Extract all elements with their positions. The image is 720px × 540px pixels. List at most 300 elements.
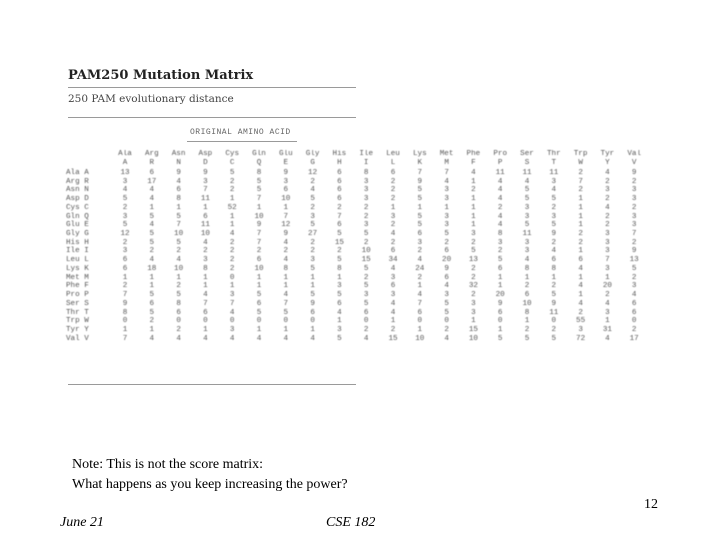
matrix-cell: 2 — [631, 238, 637, 247]
column-header-name: Leu — [386, 150, 400, 158]
matrix-cell: 24 — [415, 264, 425, 273]
matrix-cell: 5 — [337, 256, 342, 265]
matrix-cell: 2 — [578, 169, 583, 177]
matrix-cell: 6 — [497, 264, 503, 273]
matrix-cell: 7 — [578, 177, 583, 186]
column-header-name: Phe — [466, 150, 481, 158]
matrix-cell: 6 — [310, 308, 315, 317]
matrix-cell: 5 — [444, 308, 449, 317]
matrix-cell: 1 — [203, 273, 208, 282]
matrix-cell: 5 — [444, 230, 449, 239]
matrix-cell: 11 — [549, 308, 559, 317]
matrix-cell: 2 — [176, 247, 181, 256]
matrix-cell: 8 — [283, 264, 289, 273]
matrix-cell: 2 — [310, 247, 315, 256]
matrix-cell: 3 — [631, 282, 637, 291]
matrix-cell: 1 — [203, 282, 208, 291]
column-header-ser — [514, 150, 540, 167]
matrix-cell: 6 — [283, 186, 289, 195]
matrix-cell: 1 — [497, 273, 503, 282]
matrix-cell: 7 — [605, 256, 610, 265]
matrix-cell: 6 — [203, 308, 208, 317]
matrix-cell: 1 — [471, 317, 476, 326]
column-header-code: G — [310, 158, 315, 167]
matrix-row — [66, 309, 668, 318]
matrix-cell: 2 — [363, 325, 369, 334]
row-label: Leu L — [66, 256, 89, 265]
matrix-cell: 12 — [120, 230, 130, 239]
matrix-cell: 4 — [417, 291, 423, 300]
matrix-cell: 2 — [605, 291, 610, 300]
matrix-cell: 3 — [337, 325, 342, 334]
matrix-cell: 9 — [176, 169, 181, 177]
matrix-cell: 5 — [229, 169, 235, 177]
row-label: His H — [66, 238, 89, 247]
matrix-cell: 4 — [122, 186, 128, 195]
matrix-cell: 3 — [497, 238, 503, 247]
matrix-cell: 2 — [631, 203, 637, 212]
matrix-cell: 4 — [203, 334, 208, 343]
matrix-cell: 15 — [334, 238, 344, 247]
column-header-lys — [407, 150, 433, 167]
matrix-cell: 2 — [551, 238, 557, 247]
matrix-row — [66, 300, 668, 309]
matrix-cell: 4 — [524, 256, 530, 265]
column-header-code: H — [337, 158, 342, 167]
matrix-cell: 2 — [390, 186, 396, 195]
matrix-cell: 10 — [200, 230, 210, 239]
matrix-cell: 2 — [417, 247, 423, 256]
matrix-cell: 3 — [471, 308, 476, 317]
matrix-cell: 2 — [337, 203, 342, 212]
matrix-cell: 5 — [363, 230, 369, 239]
column-header-asn — [166, 150, 192, 167]
matrix-cell: 2 — [605, 212, 610, 221]
column-header-code: N — [176, 158, 181, 167]
row-label: Trp W — [66, 317, 89, 326]
matrix-cell: 2 — [176, 282, 181, 291]
matrix-cell: 7 — [631, 230, 637, 239]
matrix-cell: 3 — [363, 291, 369, 300]
matrix-cell: 7 — [444, 169, 449, 177]
matrix-cell: 3 — [444, 291, 449, 300]
matrix-cell: 1 — [122, 325, 128, 334]
matrix-cell: 6 — [444, 247, 449, 256]
column-header-code: E — [283, 158, 289, 167]
matrix-cell: 2 — [471, 273, 476, 282]
subtitle-divider — [68, 117, 356, 118]
column-header-tyr — [594, 150, 620, 167]
matrix-cell: 20 — [495, 291, 505, 300]
matrix-cell: 4 — [283, 334, 289, 343]
matrix-cell: 2 — [390, 238, 396, 247]
matrix-cell: 4 — [444, 334, 449, 343]
column-header-name: Ser — [520, 150, 534, 158]
matrix-cell: 1 — [497, 325, 503, 334]
matrix-cell: 3 — [337, 282, 342, 291]
column-header-name: Asn — [171, 150, 186, 158]
matrix-cell: 15 — [468, 325, 478, 334]
row-label: Arg R — [66, 177, 89, 186]
matrix-cell: 9 — [283, 230, 289, 239]
matrix-cell: 2 — [631, 325, 637, 334]
matrix-cell: 15 — [361, 256, 371, 265]
matrix-cell: 7 — [122, 291, 128, 300]
matrix-row — [66, 282, 668, 291]
matrix-cell: 3 — [524, 212, 530, 221]
matrix-cell: 1 — [390, 203, 396, 212]
matrix-cell: 9 — [310, 299, 315, 308]
matrix-cell: 1 — [229, 212, 235, 221]
matrix-cell: 5 — [417, 186, 423, 195]
matrix-cell: 2 — [229, 247, 235, 256]
column-header-arg — [139, 150, 165, 167]
matrix-cell: 1 — [283, 325, 289, 334]
column-header-code: F — [471, 158, 476, 167]
matrix-cell: 2 — [444, 325, 449, 334]
matrix-cell: 2 — [203, 247, 208, 256]
column-header-code: A — [122, 158, 128, 167]
matrix-cell: 7 — [283, 212, 289, 221]
matrix-row — [66, 178, 668, 187]
matrix-cell: 3 — [444, 186, 449, 195]
matrix-cell: 0 — [497, 317, 503, 326]
matrix-cell: 3 — [283, 177, 289, 186]
matrix-cell: 4 — [310, 186, 315, 195]
matrix-cell: 4 — [283, 291, 289, 300]
matrix-cell: 5 — [417, 221, 423, 230]
matrix-cell: 2 — [122, 238, 128, 247]
matrix-cell: 5 — [149, 238, 155, 247]
matrix-row — [66, 247, 668, 256]
matrix-cell: 4 — [390, 299, 396, 308]
matrix-cell: 5 — [149, 291, 155, 300]
matrix-cell: 1 — [122, 273, 128, 282]
matrix-cell: 2 — [444, 238, 449, 247]
matrix-cell: 2 — [605, 195, 610, 204]
matrix-row — [66, 239, 668, 248]
column-header-name: Asp — [198, 150, 213, 158]
matrix-cell: 1 — [283, 282, 289, 291]
matrix-cell: 9 — [444, 264, 449, 273]
matrix-cell: 5 — [417, 212, 423, 221]
column-header-name: Glu — [278, 150, 293, 158]
matrix-cell: 3 — [310, 256, 315, 265]
matrix-cell: 5 — [497, 334, 503, 343]
column-header-code: Y — [605, 158, 610, 167]
column-header-thr — [541, 150, 567, 167]
matrix-cell: 6 — [149, 169, 155, 177]
matrix-cell: 3 — [524, 203, 530, 212]
matrix-cell: 1 — [310, 273, 315, 282]
matrix-cell: 1 — [471, 195, 476, 204]
matrix-cell: 6 — [149, 299, 155, 308]
matrix-cell: 10 — [468, 334, 478, 343]
matrix-cell: 4 — [578, 282, 583, 291]
matrix-cell: 2 — [497, 247, 503, 256]
matrix-cell: 2 — [229, 264, 235, 273]
matrix-cell: 9 — [256, 221, 262, 230]
matrix-cell: 7 — [283, 299, 289, 308]
matrix-cell: 2 — [551, 325, 557, 334]
matrix-cell: 3 — [631, 212, 637, 221]
matrix-cell: 1 — [417, 282, 423, 291]
matrix-cell: 34 — [388, 256, 398, 265]
column-header-name: Tyr — [600, 150, 615, 158]
matrix-cell: 2 — [578, 238, 583, 247]
title-divider — [68, 87, 356, 88]
matrix-cell: 4 — [524, 177, 530, 186]
matrix-cell: 12 — [308, 169, 318, 177]
matrix-cell: 3 — [471, 299, 476, 308]
column-header-code: Q — [256, 158, 262, 167]
column-header-code: P — [497, 158, 503, 167]
matrix-cell: 2 — [471, 291, 476, 300]
matrix-cell: 8 — [176, 299, 181, 308]
matrix-cell: 1 — [578, 291, 583, 300]
matrix-cell: 4 — [149, 221, 155, 230]
matrix-row — [66, 221, 668, 230]
matrix-cell: 6 — [337, 221, 342, 230]
row-label: Thr T — [66, 308, 89, 317]
matrix-cell: 6 — [337, 299, 342, 308]
matrix-cell: 1 — [471, 177, 476, 186]
matrix-cell: 2 — [390, 221, 396, 230]
matrix-cell: 6 — [444, 273, 449, 282]
matrix-cell: 5 — [256, 291, 262, 300]
column-header-code: L — [390, 158, 396, 167]
matrix-cell: 3 — [203, 177, 208, 186]
matrix-cell: 5 — [551, 195, 557, 204]
matrix-cell: 2 — [310, 177, 315, 186]
matrix-cell: 3 — [551, 177, 557, 186]
matrix-cell: 2 — [551, 282, 557, 291]
matrix-row — [66, 335, 668, 344]
matrix-cell: 7 — [337, 212, 342, 221]
matrix-cell: 3 — [578, 325, 583, 334]
column-header-name: Ala — [118, 150, 132, 158]
matrix-cell: 5 — [122, 221, 128, 230]
matrix-cell: 4 — [551, 247, 557, 256]
row-label: Tyr Y — [66, 325, 89, 334]
matrix-cell: 2 — [363, 238, 369, 247]
matrix-cell: 2 — [363, 273, 369, 282]
matrix-cell: 2 — [310, 238, 315, 247]
matrix-cell: 4 — [390, 308, 396, 317]
matrix-cell: 5 — [444, 299, 449, 308]
matrix-cell: 1 — [605, 317, 610, 326]
matrix-cell: 5 — [310, 264, 315, 273]
column-header-code: M — [444, 158, 449, 167]
matrix-cell: 3 — [444, 195, 449, 204]
matrix-cell: 2 — [524, 282, 530, 291]
matrix-cell: 3 — [471, 230, 476, 239]
matrix-cell: 0 — [122, 317, 128, 326]
footer-course: CSE 182 — [326, 515, 376, 530]
matrix-cell: 3 — [229, 325, 235, 334]
column-header-gln — [246, 150, 272, 167]
matrix-row — [66, 291, 668, 300]
column-header-name: Cys — [225, 150, 240, 158]
matrix-cell: 2 — [471, 238, 476, 247]
matrix-cell: 1 — [524, 273, 530, 282]
note-line-2: What happens as you keep increasing the power? — [72, 477, 348, 492]
matrix-cell: 2 — [229, 186, 235, 195]
column-header-his — [326, 150, 352, 167]
matrix-cell: 2 — [497, 203, 503, 212]
matrix-cell: 1 — [471, 212, 476, 221]
pam250-matrix-image — [62, 62, 672, 392]
matrix-cell: 3 — [444, 221, 449, 230]
matrix-cell: 9 — [283, 169, 289, 177]
matrix-cell: 8 — [122, 308, 128, 317]
matrix-cell: 15 — [388, 334, 398, 343]
matrix-cell: 6 — [122, 256, 128, 265]
matrix-cell: 9 — [122, 299, 128, 308]
matrix-cell: 1 — [256, 273, 262, 282]
matrix-cell: 0 — [229, 273, 235, 282]
matrix-cell: 2 — [417, 273, 423, 282]
column-header-name: Ile — [359, 150, 374, 158]
matrix-cell: 9 — [551, 230, 557, 239]
matrix-cell: 11 — [200, 221, 210, 230]
matrix-cell: 2 — [337, 247, 342, 256]
matrix-cell: 2 — [390, 195, 396, 204]
matrix-cell: 6 — [417, 308, 423, 317]
matrix-subtitle: 250 PAM evolutionary distance — [68, 93, 234, 105]
matrix-cell: 13 — [629, 256, 639, 265]
matrix-cell: 5 — [149, 230, 155, 239]
footer-date: June 21 — [60, 515, 104, 530]
row-label: Phe F — [66, 282, 89, 291]
matrix-cell: 4 — [256, 334, 262, 343]
matrix-cell: 2 — [578, 230, 583, 239]
matrix-cell: 17 — [147, 177, 157, 186]
matrix-cell: 6 — [176, 186, 181, 195]
matrix-cell: 5 — [122, 195, 128, 204]
page-number: 12 — [644, 497, 658, 512]
matrix-cell: 11 — [549, 169, 559, 177]
matrix-cell: 10 — [522, 299, 532, 308]
matrix-cell: 1 — [149, 325, 155, 334]
matrix-cell: 5 — [363, 299, 369, 308]
matrix-cell: 4 — [417, 256, 423, 265]
matrix-cell: 4 — [176, 177, 181, 186]
matrix-cell: 6 — [337, 169, 342, 177]
column-header-glu — [273, 150, 299, 167]
row-label: Asp D — [66, 195, 89, 204]
matrix-cell: 9 — [551, 299, 557, 308]
matrix-cell: 5 — [256, 308, 262, 317]
matrix-cell: 2 — [149, 317, 155, 326]
matrix-cell: 2 — [631, 177, 637, 186]
matrix-cell: 1 — [310, 282, 315, 291]
matrix-cell: 5 — [497, 256, 503, 265]
matrix-cell: 7 — [417, 299, 423, 308]
matrix-row — [66, 317, 668, 326]
matrix-cell: 0 — [203, 317, 208, 326]
matrix-cell: 1 — [149, 282, 155, 291]
column-header-code: R — [149, 158, 155, 167]
column-header-name: Gly — [305, 150, 320, 158]
matrix-cell: 4 — [444, 282, 449, 291]
matrix-cell: 3 — [363, 186, 369, 195]
matrix-cell: 3 — [390, 291, 396, 300]
matrix-cell: 4 — [363, 334, 369, 343]
matrix-cell: 1 — [229, 195, 235, 204]
matrix-cell: 0 — [256, 317, 262, 326]
matrix-cell: 6 — [390, 169, 396, 177]
matrix-cell: 5 — [524, 195, 530, 204]
matrix-cell: 2 — [363, 203, 369, 212]
matrix-cell: 1 — [578, 195, 583, 204]
matrix-cell: 5 — [417, 195, 423, 204]
matrix-cell: 1 — [417, 325, 423, 334]
matrix-cell: 2 — [122, 282, 128, 291]
column-header-name: Val — [627, 150, 642, 158]
matrix-cell: 3 — [551, 212, 557, 221]
matrix-cell: 1 — [337, 317, 342, 326]
matrix-cell: 8 — [363, 169, 369, 177]
matrix-cell: 1 — [176, 273, 181, 282]
matrix-cell: 4 — [229, 334, 235, 343]
matrix-cell: 1 — [578, 221, 583, 230]
matrix-cell: 5 — [176, 238, 181, 247]
matrix-cell: 4 — [551, 186, 557, 195]
matrix-cell: 1 — [337, 273, 342, 282]
matrix-cell: 4 — [578, 299, 583, 308]
column-header-ala — [112, 150, 138, 167]
note-line-1: Note: This is not the score matrix: — [72, 457, 264, 472]
matrix-cell: 6 — [363, 308, 369, 317]
matrix-cell: 5 — [176, 212, 181, 221]
matrix-cell: 3 — [229, 291, 235, 300]
matrix-cell: 11 — [495, 169, 505, 177]
matrix-cell: 2 — [471, 264, 476, 273]
matrix-cell: 10 — [254, 264, 264, 273]
matrix-cell: 6 — [390, 282, 396, 291]
matrix-cell: 2 — [390, 325, 396, 334]
matrix-cell: 0 — [417, 317, 423, 326]
matrix-cell: 6 — [551, 256, 557, 265]
matrix-cell: 7 — [122, 334, 128, 343]
matrix-cell: 1 — [578, 273, 583, 282]
matrix-cell: 3 — [605, 230, 610, 239]
matrix-cell: 1 — [444, 203, 449, 212]
matrix-cell: 1 — [256, 282, 262, 291]
column-header-asp — [192, 150, 218, 167]
matrix-cell: 3 — [605, 186, 610, 195]
matrix-cell: 6 — [417, 230, 423, 239]
matrix-cell: 5 — [149, 212, 155, 221]
matrix-cell: 5 — [310, 221, 315, 230]
matrix-cell: 5 — [283, 308, 289, 317]
matrix-cell: 0 — [283, 317, 289, 326]
matrix-cell: 3 — [417, 238, 423, 247]
row-label: Ser S — [66, 299, 89, 308]
matrix-cell: 5 — [551, 291, 557, 300]
row-label: Val V — [66, 334, 89, 343]
matrix-cell: 1 — [578, 212, 583, 221]
matrix-cell: 4 — [497, 212, 503, 221]
row-label: Gly G — [66, 230, 89, 239]
column-header-trp — [568, 150, 594, 167]
matrix-cell: 1 — [229, 282, 235, 291]
matrix-cell: 4 — [605, 299, 610, 308]
matrix-cell: 5 — [524, 186, 530, 195]
matrix-cell: 3 — [363, 221, 369, 230]
matrix-cell: 6 — [578, 256, 583, 265]
